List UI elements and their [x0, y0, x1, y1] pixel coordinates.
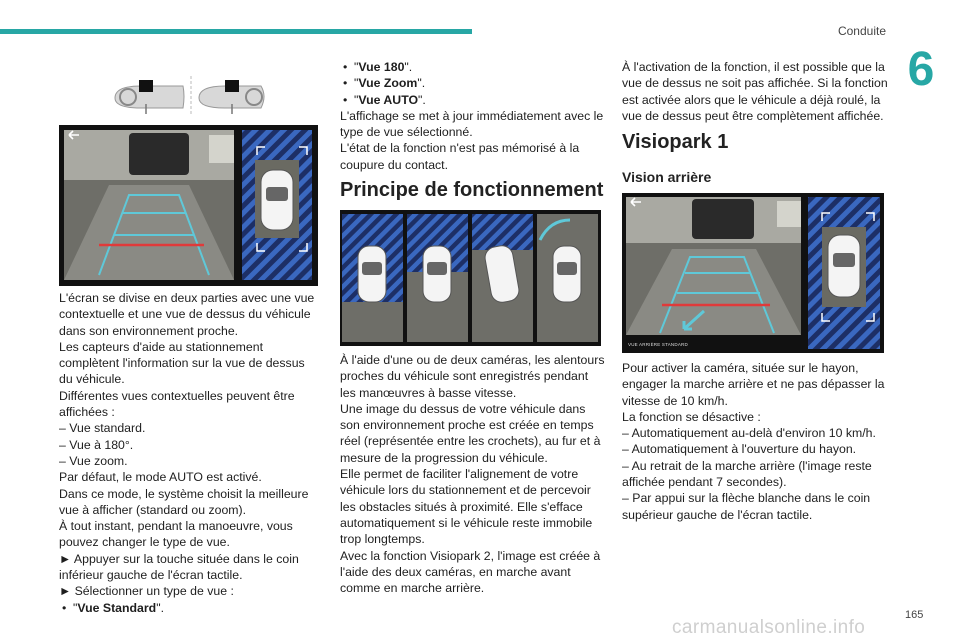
instruction-step: ► Appuyer sur la touche située dans le coin inférieur gauche de l'écran tactile.	[59, 551, 299, 583]
paragraph: Pour activer la caméra, située sur le hayon, engager la marche arrière et ne pas dépasser la vitesse de 10 km/h.	[622, 361, 885, 408]
list-item: – Au retrait de la marche arrière (l'image reste affichée pendant 7 secondes).	[622, 458, 872, 490]
subheading-vision-arriere: Vision arrière	[622, 169, 712, 185]
watermark: carmanualsonline.info	[672, 617, 866, 638]
paragraph: Les capteurs d'aide au stationnement complètent l'information sur la vue de dessus du véhicule.	[59, 339, 305, 387]
list-item: – Automatiquement au-delà d'environ 10 km/h.	[622, 426, 876, 441]
column-1-text	[59, 290, 321, 616]
mirror-icon	[111, 74, 271, 118]
column-3-top	[622, 59, 890, 124]
right-mirror-display	[199, 80, 264, 114]
column-2-top	[340, 59, 605, 173]
column-2-principe-text	[340, 352, 605, 596]
view-option-name: Vue AUTO	[358, 92, 419, 107]
paragraph: Dans ce mode, le système choisit la meilleure vue à afficher (standard ou zoom).	[59, 486, 309, 517]
instruction-step: ► Sélectionner un type de vue :	[59, 584, 234, 599]
header-accent-bar	[0, 29, 472, 34]
list-item: – Vue standard.	[59, 421, 146, 436]
paragraph: L'écran se divise en deux parties avec une vue contextuelle et une vue de dessus du véhicule dans son environnement proche.	[59, 291, 315, 338]
top-view-panel-4	[537, 214, 598, 342]
car-top-icon	[261, 170, 293, 230]
paragraph: À l'aide d'une ou de deux caméras, les alentours proches du véhicule sont enregistrés pendant les manœuvres à basse vitesse.	[340, 353, 605, 400]
paragraph: Avec la fonction Visiopark 2, l'image est créée à l'aide des deux caméras, en marche avant comme en marche arrière.	[340, 548, 601, 596]
view-option-item: • "Vue Standard".	[59, 600, 321, 616]
paragraph: Elle permet de faciliter l'alignement de votre véhicule lors du stationnement et de percevoir les obstacles situés à proximité. Elle s'efface automatiquement si le véhicule reste immobile trop longtemps.	[340, 467, 593, 547]
view-option-item: • "Vue AUTO".	[340, 92, 605, 108]
rear-camera-figure	[622, 193, 884, 353]
paragraph: L'état de la fonction n'est pas mémorisé à la coupure du contact.	[340, 141, 580, 172]
section-title: Conduite	[837, 24, 886, 38]
view-option-name: Vue 180	[358, 60, 405, 74]
list-item: – Vue zoom.	[59, 453, 128, 468]
paragraph: Par défaut, le mode AUTO est activé.	[59, 470, 262, 485]
view-option-name: Vue Zoom	[358, 76, 418, 91]
paragraph: À tout instant, pendant la manoeuvre, vous pouvez changer le type de vue.	[59, 519, 293, 550]
view-option-item: • "Vue 180".	[340, 59, 605, 75]
split-screen-figure	[59, 125, 318, 286]
paragraph: Différentes vues contextuelles peuvent être affichées :	[59, 388, 295, 420]
car-top-icon	[828, 235, 860, 297]
top-view-panel-2	[407, 214, 468, 342]
view-option-item: • "Vue Zoom".	[340, 75, 605, 91]
view-option-name: Vue Standard	[77, 600, 157, 615]
section-heading-principe: Principe de fonctionnement	[340, 179, 604, 201]
paragraph: L'affichage se met à jour immédiatement avec le type de vue sélectionné.	[340, 108, 604, 140]
page-number: 165	[905, 609, 924, 621]
left-mirror-display	[115, 80, 184, 114]
section-heading-visiopark: Visiopark 1	[622, 131, 729, 153]
column-3-visiopark-text	[622, 360, 890, 523]
list-item: – Par appui sur la flèche blanche dans le coin supérieur gauche de l'écran tactile.	[622, 491, 871, 522]
camera-view-caption: VUE ARRIÈRE STANDARD	[628, 342, 688, 347]
paragraph: Une image du dessus de votre véhicule dans son environnement proche est créée en temps réel (représentée entre les crochets), au fur et à mesure de la progression du véhicule.	[340, 401, 601, 465]
paragraph: À l'activation de la fonction, il est possible que la vue de dessus ne soit pas affichée. Si la fonction est activée alors que le véhicule a déjà roulé, la vue de dessus peut être complètement affichée.	[622, 60, 888, 123]
list-item: – Vue à 180°.	[59, 437, 134, 452]
list-item: – Automatiquement à l'ouverture du hayon.	[622, 442, 857, 457]
top-view-panel-1	[342, 214, 403, 342]
top-view-sequence-figure	[340, 210, 601, 346]
paragraph: La fonction se désactive :	[622, 409, 761, 424]
top-view-panel-3	[472, 214, 533, 342]
chapter-number: 6	[907, 43, 935, 96]
